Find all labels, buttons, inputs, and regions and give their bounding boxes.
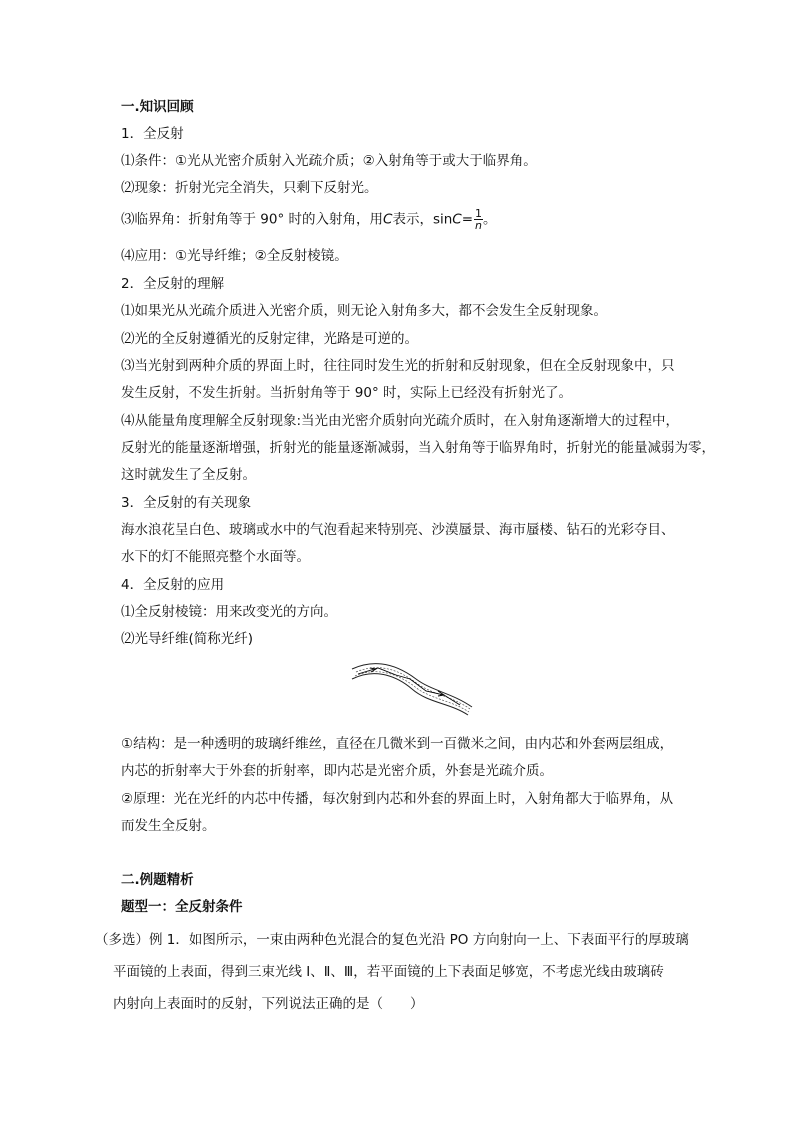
text-application: ⑷应用：①光导纤维；②全反射棱镜。 xyxy=(121,248,348,264)
understanding-p3-line2: 发生反射，不发生折射。当折射角等于 90° 时，实际上已经没有折射光了。 xyxy=(121,385,573,401)
understanding-p4-line3: 这时就发生了全反射。 xyxy=(121,467,256,483)
section-title-review: 一.知识回顾 xyxy=(121,99,194,115)
fraction-numerator: 1 xyxy=(475,207,483,220)
heading-total-reflection: 1．全反射 xyxy=(121,126,184,142)
fiber-outer-bottom xyxy=(352,674,468,715)
text-phenomenon: ⑵现象：折射光完全消失，只剩下反射光。 xyxy=(121,180,378,196)
fiber-principle-line2: 而发生全反射。 xyxy=(121,818,216,834)
heading-understanding: 2．全反射的理解 xyxy=(121,276,225,292)
critical-eq: = xyxy=(461,211,474,228)
understanding-p1: ⑴如果光从光疏介质进入光密介质，则无论入射角多大，都不会发生全反射现象。 xyxy=(121,303,607,319)
text-critical-angle xyxy=(121,208,497,231)
critical-mid: 表示，sin xyxy=(392,211,453,228)
understanding-p2: ⑵光的全反射遵循光的反射定律，光路是可逆的。 xyxy=(121,331,418,347)
application-fiber: ⑵光导纤维(简称光纤) xyxy=(121,631,254,647)
understanding-p4-line2: 反射光的能量逐渐增强，折射光的能量逐渐减弱，当入射角等于临界角时，折射光的能量减弱为零， xyxy=(121,440,715,456)
example1-line1: （多选）例 1．如图所示，一束由两种色光混合的复色光沿 PO 方向射向一上、下表面平行的厚玻璃 xyxy=(95,932,689,948)
heading-applications: 4．全反射的应用 xyxy=(121,577,225,593)
critical-end: 。 xyxy=(483,211,497,228)
critical-fraction xyxy=(474,208,483,231)
fiber-structure-line1: ①结构：是一种透明的玻璃纤维丝，直径在几微米到一百微米之间，由内芯和外套两层组成， xyxy=(121,736,674,752)
example1-line3: 内射向上表面时的反射，下列说法正确的是（ ） xyxy=(113,996,424,1012)
application-prism: ⑴全反射棱镜：用来改变光的方向。 xyxy=(121,604,337,620)
type1-title: 题型一：全反射条件 xyxy=(121,899,243,915)
heading-phenomena: 3．全反射的有关现象 xyxy=(121,495,252,511)
phenomena-line1: 海水浪花呈白色、玻璃或水中的气泡看起来特别亮、沙漠蜃景、海市蜃楼、钻石的光彩夺目、 xyxy=(121,522,675,538)
example1-line2: 平面镜的上表面，得到三束光线 Ⅰ、Ⅱ、Ⅲ，若平面镜的上下表面足够宽，不考虑光线由玻璃砖 xyxy=(113,964,664,980)
fiber-structure-line2: 内芯的折射率大于外套的折射率，即内芯是光密介质，外套是光疏介质。 xyxy=(121,763,553,779)
text-condition: ⑴条件：①光从光密介质射入光疏介质；②入射角等于或大于临界角。 xyxy=(121,153,537,169)
critical-eq-var: C xyxy=(452,211,462,228)
section-title-examples: 二.例题精析 xyxy=(121,872,194,888)
phenomena-line2: 水下的灯不能照亮整个水面等。 xyxy=(121,549,310,565)
critical-prefix: ⑶临界角：折射角等于 90° 时的入射角，用 xyxy=(121,211,384,228)
critical-var: C xyxy=(383,211,393,228)
understanding-p4-line1: ⑷从能量角度理解全反射现象:当光由光密介质射向光疏介质时，在入射角逐渐增大的过程中， xyxy=(121,413,680,429)
fiber-principle-line1: ②原理：光在光纤的内芯中传播，每次射到内芯和外套的界面上时，入射角都大于临界角，从 xyxy=(121,791,674,807)
understanding-p3-line1: ⑶当光射到两种介质的界面上时，往往同时发生光的折射和反射现象，但在全反射现象中，只 xyxy=(121,358,675,374)
fraction-denominator: n xyxy=(475,219,483,232)
fiber-core-bottom xyxy=(355,672,469,712)
optical-fiber-diagram xyxy=(348,657,478,717)
